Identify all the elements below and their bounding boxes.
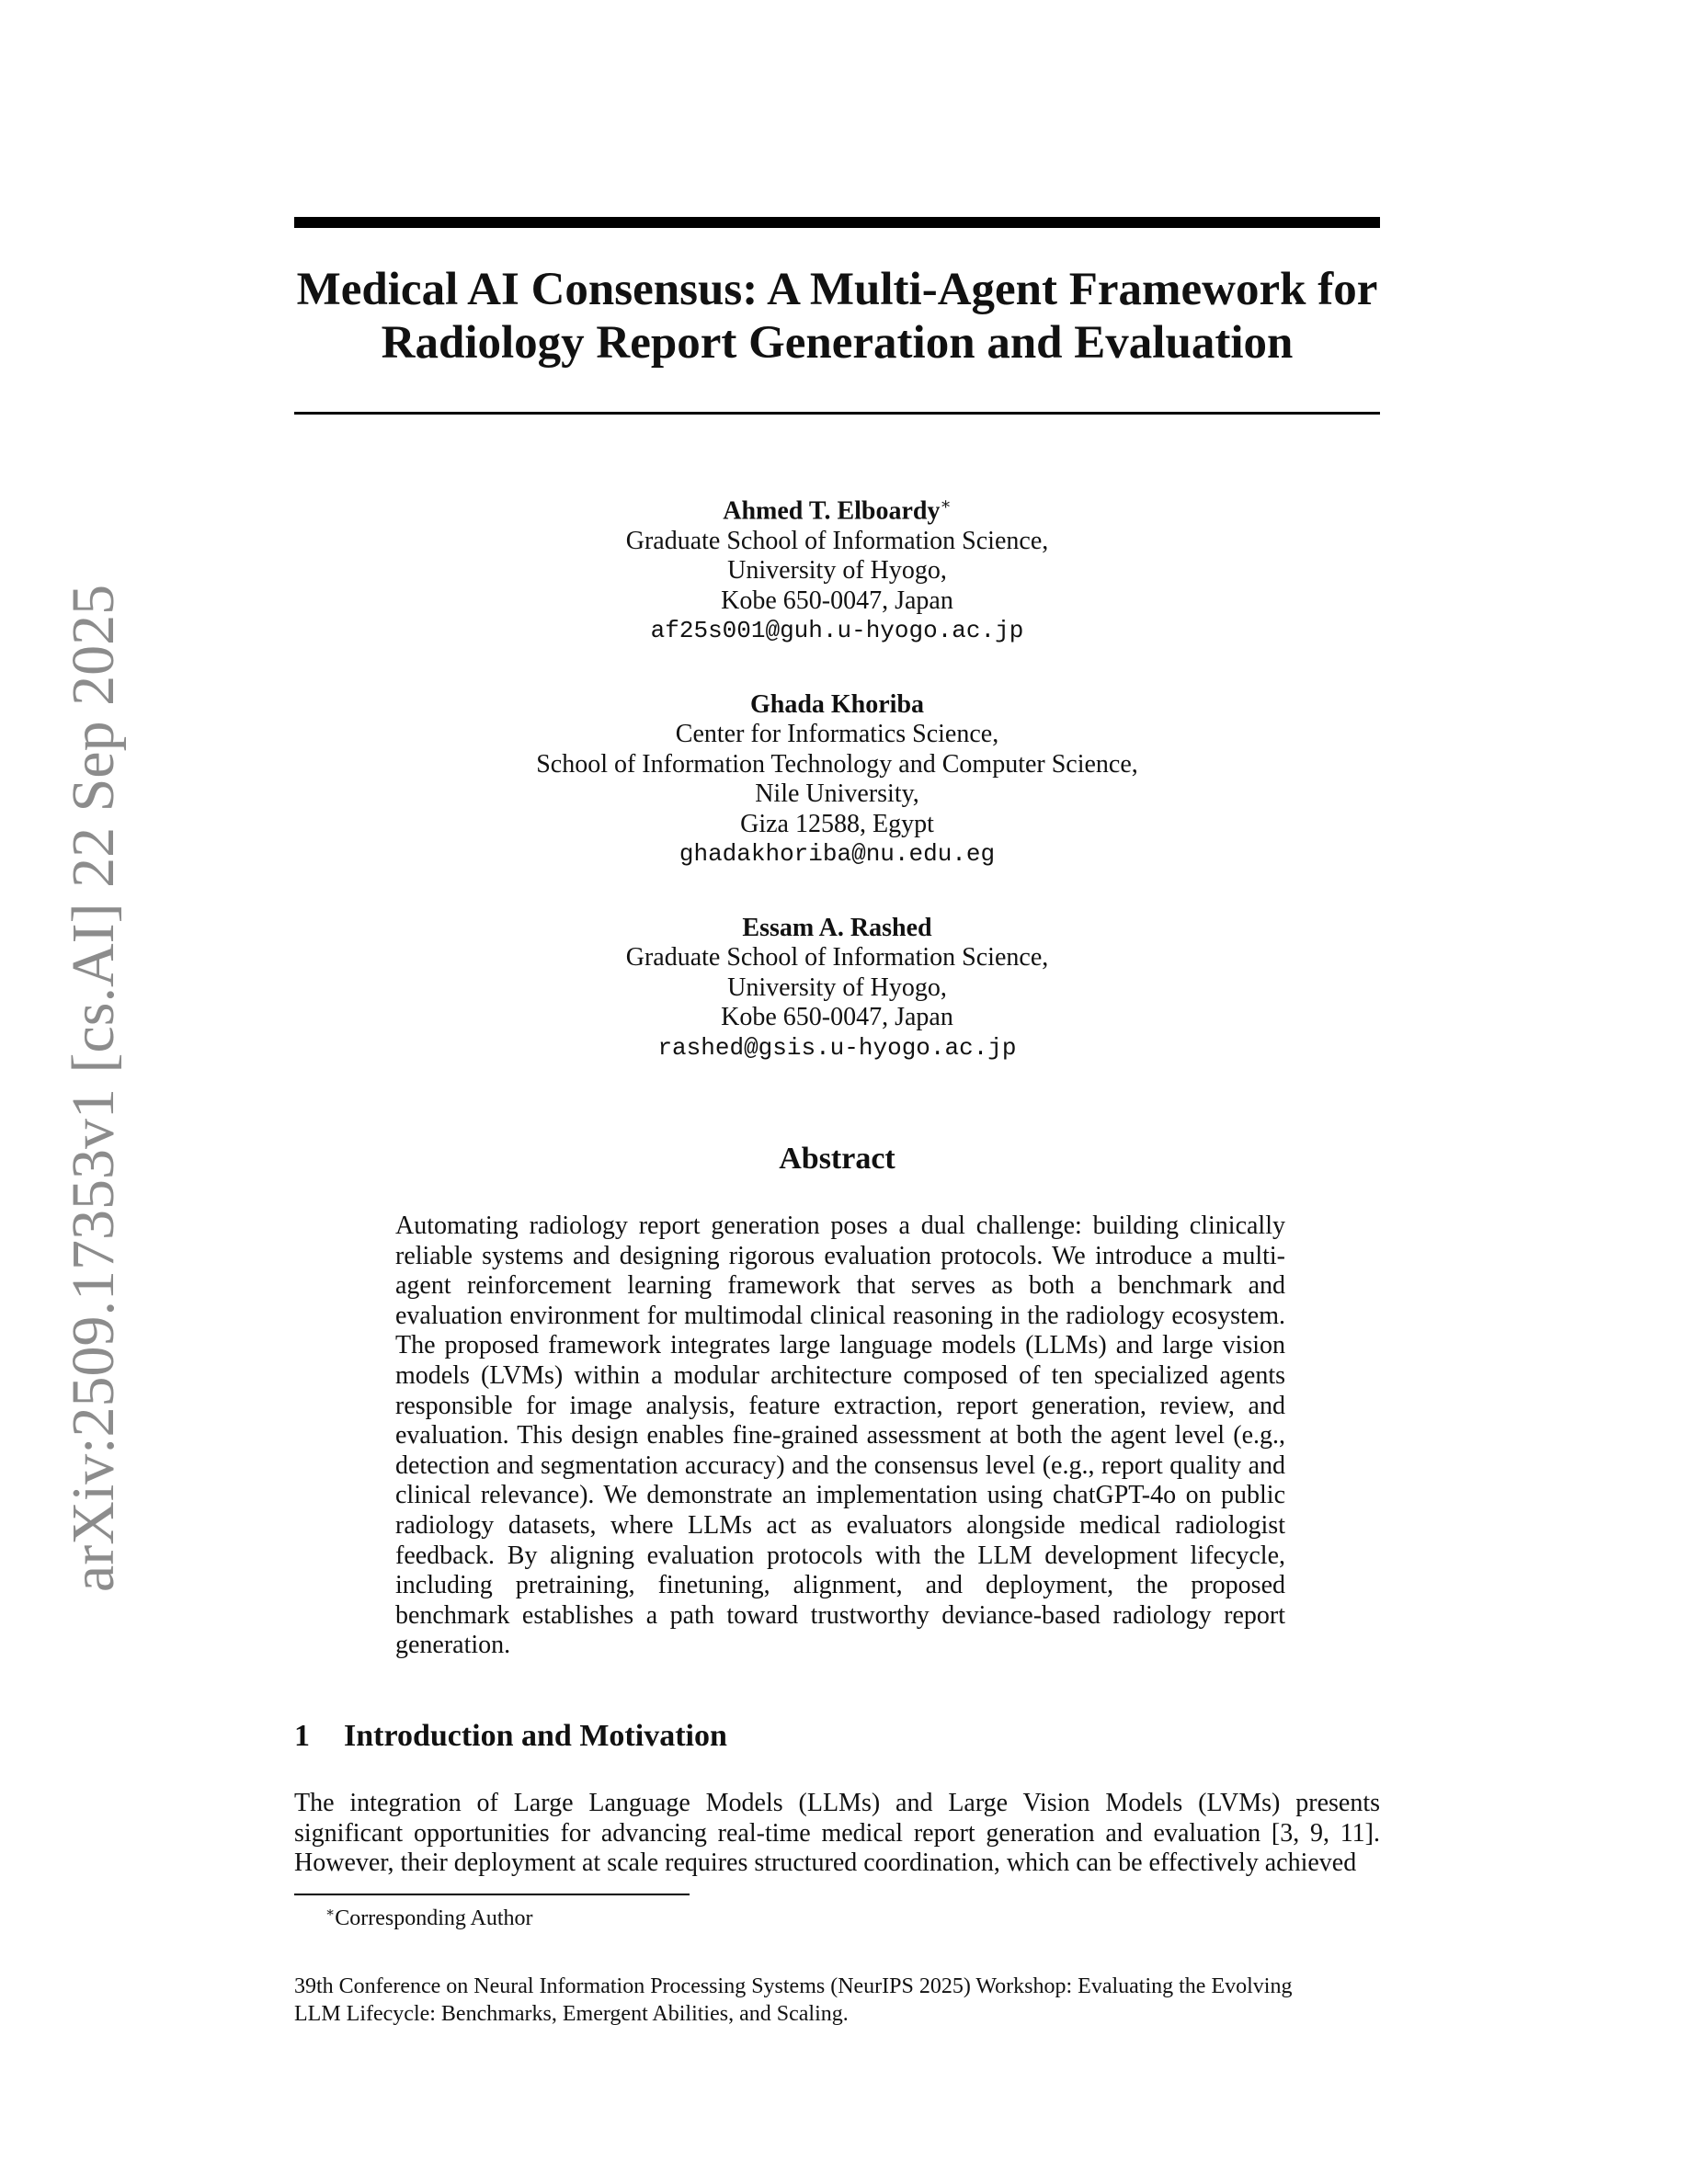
author-affiliation-line: University of Hyogo, xyxy=(727,973,947,1002)
author-name: Essam A. Rashed xyxy=(742,913,932,942)
venue-line-2: LLM Lifecycle: Benchmarks, Emergent Abilities, and Scaling. xyxy=(294,2002,849,2026)
author-block xyxy=(294,690,1380,870)
section-text: The integration of Large Language Models (LLMs) and Large Vision Models (LVMs) presents significant opportunities for advancing real-time medical report generation and evaluation [3, 9, 11]. However, their deployment at scale requires structured coordination, which can be effectively achieved xyxy=(294,1789,1380,1878)
author-affiliation-line: Kobe 650-0047, Japan xyxy=(721,1003,953,1032)
author-email[interactable]: rashed@gsis.u-hyogo.ac.jp xyxy=(657,1033,1017,1062)
footnote-text: Corresponding Author xyxy=(335,1906,533,1930)
author-email[interactable]: ghadakhoriba@nu.edu.eg xyxy=(679,840,996,869)
arxiv-identifier: arXiv:2509.17353v1 [cs.AI] 22 Sep 2025 xyxy=(60,584,127,1593)
venue-note xyxy=(294,1973,1380,2028)
section-title: Introduction and Motivation xyxy=(344,1719,727,1753)
author-affiliation-line: School of Information Technology and Computer Science, xyxy=(536,749,1138,779)
author-affiliation-line: Center for Informatics Science, xyxy=(675,720,999,749)
author-affiliation-line: Graduate School of Information Science, xyxy=(625,943,1049,973)
author-block xyxy=(294,914,1380,1064)
author-affiliation-line: University of Hyogo, xyxy=(727,556,947,586)
footnote-rule xyxy=(294,1894,690,1895)
title-top-rule xyxy=(294,217,1380,228)
corresponding-mark: ∗ xyxy=(940,495,952,513)
author-block xyxy=(294,489,1380,646)
title-line-1: Medical AI Consensus: A Multi-Agent Framework for xyxy=(296,264,1378,315)
section-number: 1 xyxy=(294,1719,310,1753)
title-bottom-rule xyxy=(294,412,1380,415)
title-line-2: Radiology Report Generation and Evaluation xyxy=(381,317,1294,369)
author-name: Ahmed T. Elboardy∗ xyxy=(723,495,952,526)
venue-line-1: 39th Conference on Neural Information Processing Systems (NeurIPS 2025) Workshop: Evaluating the Evolving xyxy=(294,1974,1293,1998)
footnote xyxy=(325,1899,533,1932)
footnote-mark: ∗ xyxy=(325,1905,336,1920)
paper-title xyxy=(294,263,1380,370)
abstract-text: Automating radiology report generation poses a dual challenge: building clinically reliable systems and designing rigorous evaluation protocols. We introduce a multi-agent reinforcement learning framework that serves as both a benchmark and evaluation environment for multimodal clinical reasoning in the radiology ecosystem. The proposed framework integrates large language models (LLMs) and large vision models (LVMs) within a modular architecture composed of ten specialized agents responsible for image analysis, feature extraction, report generation, review, and evaluation. This design enables fine-grained assessment at both the agent level (e.g., detection and segmentation accuracy) and the consensus level (e.g., report quality and clinical relevance). We demonstrate an implementation using chatGPT-4o on public radiology datasets, where LLMs act as evaluators alongside medical radiologist feedback. By aligning evaluation protocols with the LLM development lifecycle, including pretraining, finetuning, alignment, and deployment, the proposed benchmark establishes a path toward trustworthy deviance-based radiology report generation. xyxy=(395,1211,1285,1660)
author-affiliation-line: Kobe 650-0047, Japan xyxy=(721,586,953,615)
author-name: Ghada Khoriba xyxy=(749,689,925,719)
author-email[interactable]: af25s001@guh.u-hyogo.ac.jp xyxy=(650,617,1024,645)
author-list xyxy=(294,489,1380,1107)
abstract-heading: Abstract xyxy=(779,1142,895,1176)
section-heading xyxy=(294,1719,1380,1754)
author-affiliation-line: Giza 12588, Egypt xyxy=(740,809,934,838)
author-affiliation-line: Nile University, xyxy=(755,779,919,809)
author-affiliation-line: Graduate School of Information Science, xyxy=(625,526,1049,555)
